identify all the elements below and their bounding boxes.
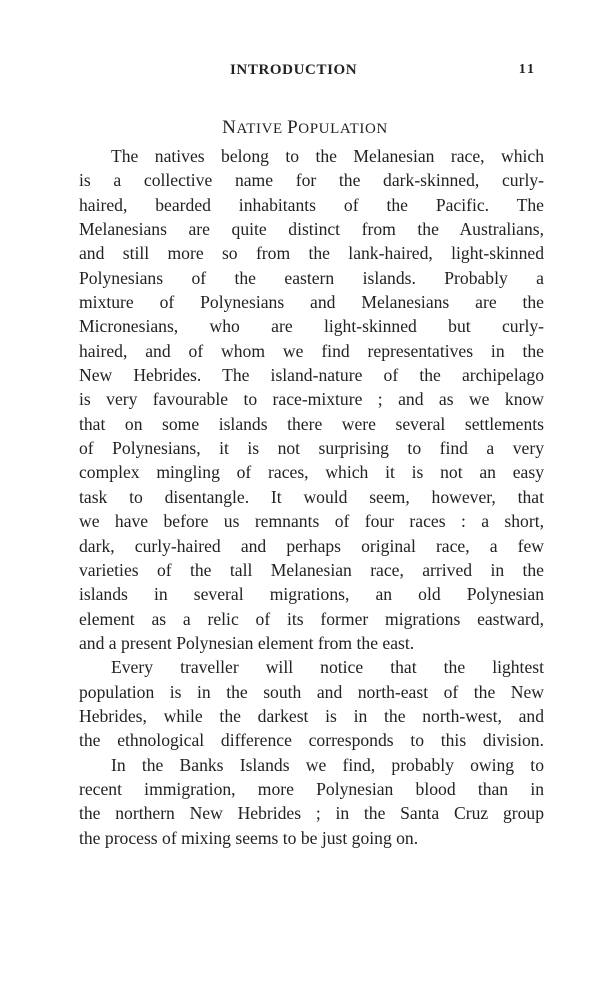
running-head [80,62,536,84]
text-line: Micronesians, who are light-skinned but curly- [79,316,544,337]
running-title: INTRODUCTION [230,62,358,78]
text-line: islands in several migrations, an old Polynesian [79,584,544,605]
text-line: haired, bearded inhabitants of the Pacific. The [79,194,544,215]
text-line: The natives belong to the Melanesian race, which [111,146,544,166]
text-line: population is in the south and north-east of the New [79,681,544,702]
text-line: complex mingling of races, which it is not an easy [79,462,544,483]
text-line: element as a relic of its former migrations eastward, [79,608,544,629]
text-line: is very favourable to race-mixture ; and as we know [79,389,544,410]
text-line: task to disentangle. It would seem, however, that [79,486,544,507]
text-line: the northern New Hebrides ; in the Santa Cruz group [79,803,544,824]
text-line: Melanesians are quite distinct from the Australians, [79,219,544,240]
body-text [79,144,544,850]
text-line: Hebrides, while the darkest is in the north-west, and [79,705,544,726]
text-line: mixture of Polynesians and Melanesians are the [79,292,544,313]
text-line: New Hebrides. The island-nature of the archipelago [79,365,544,386]
text-line: Every traveller will notice that the lightest [111,657,544,678]
text-line: is a collective name for the dark-skinned, curly- [79,170,544,191]
text-line: of Polynesians, it is not surprising to find a very [79,438,544,459]
text-line: dark, curly-haired and perhaps original race, a few [79,535,544,556]
heading-rest-2: OPULATION [298,121,388,137]
heading-initial-2: P [287,117,299,138]
heading-rest-1: ATIVE [236,121,283,137]
text-line: and a present Polynesian element from the east. [79,632,415,653]
text-line: recent immigration, more Polynesian blood than in [79,778,544,799]
heading-initial-1: N [222,117,237,138]
page-number: 11 [518,62,536,77]
text-line: we have before us remnants of four races : a short, [79,511,544,532]
text-line: and still more so from the lank-haired, light-skinned [79,243,544,264]
text-line: that on some islands there were several settlements [79,413,544,434]
text-line: Polynesians of the eastern islands. Probably a [79,267,544,288]
text-line: haired, and of whom we find representatives in the [79,340,544,361]
text-line: the process of mixing seems to be just going on. [79,827,419,848]
text-line: In the Banks Islands we find, probably owing to [111,754,544,775]
section-heading [0,117,610,139]
text-line: the ethnological difference corresponds to this division. [79,730,544,751]
text-line: varieties of the tall Melanesian race, arrived in the [79,559,544,580]
